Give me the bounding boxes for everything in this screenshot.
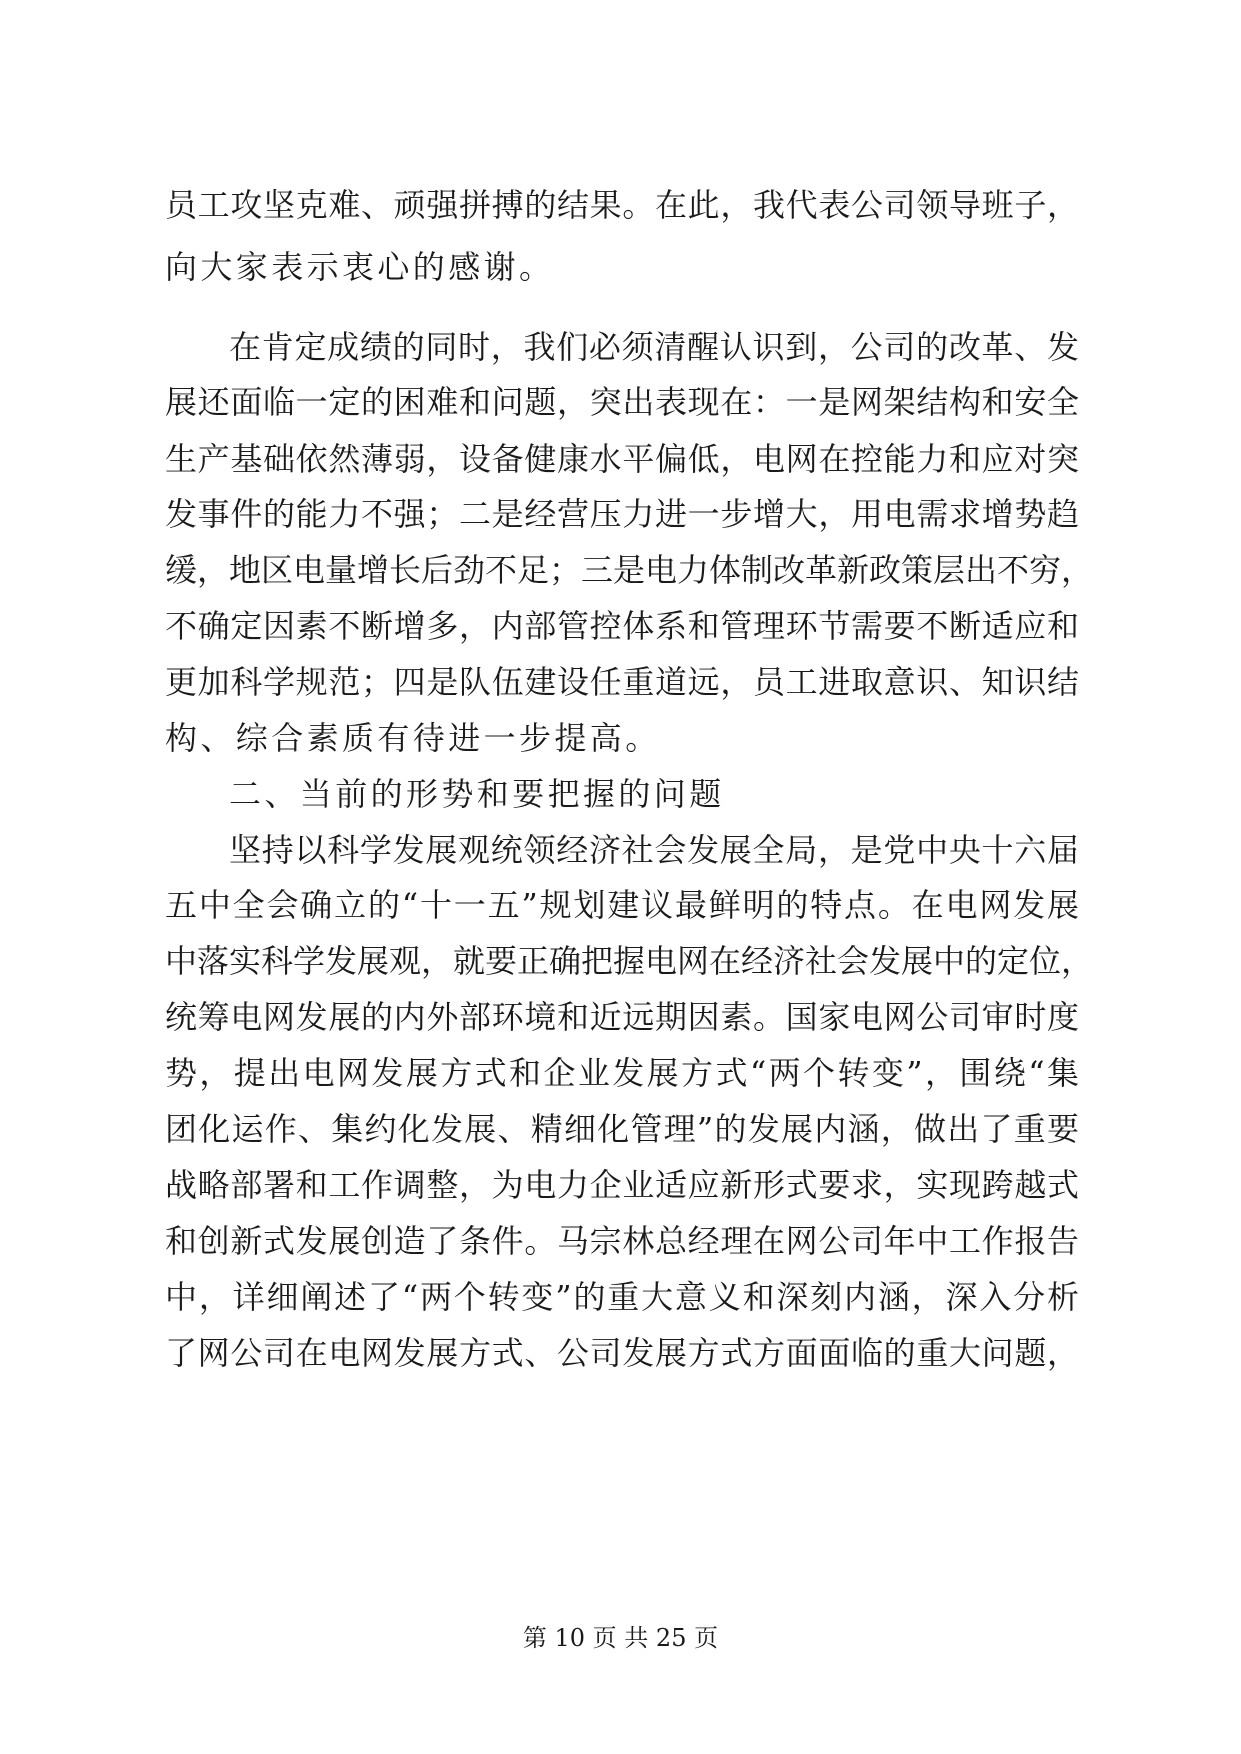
body-text-line: 生产基础依然薄弱，设备健康水平偏低，电网在控能力和应对突 bbox=[165, 440, 1079, 478]
body-text-line: 中落实科学发展观，就要正确把握电网在经济社会发展中的定位， bbox=[165, 942, 1094, 980]
body-text-line: 发事件的能力不强；二是经营压力进一步增大，用电需求增势趋 bbox=[165, 495, 1079, 533]
body-text-line: 缓，地区电量增长后劲不足；三是电力体制改革新政策层出不穷， bbox=[165, 551, 1094, 589]
body-text-line: 五中全会确立的“十一五”规划建议最鲜明的特点。在电网发展 bbox=[165, 886, 1079, 924]
body-text-line: 战略部署和工作调整，为电力企业适应新形式要求，实现跨越式 bbox=[165, 1166, 1079, 1204]
body-text-line: 在肯定成绩的同时，我们必须清醒认识到，公司的改革、发 bbox=[229, 328, 1079, 366]
section-heading: 二、当前的形势和要把握的问题 bbox=[229, 775, 725, 813]
body-text-line: 中，详细阐述了“两个转变”的重大意义和深刻内涵，深入分析 bbox=[165, 1278, 1079, 1316]
body-text-line: 坚持以科学发展观统领经济社会发展全局，是党中央十六届 bbox=[229, 831, 1079, 869]
body-text-line: 和创新式发展创造了条件。马宗林总经理在网公司年中工作报告 bbox=[165, 1222, 1079, 1260]
page-number-footer: 第 10 页 共 25 页 bbox=[522, 1624, 719, 1652]
body-text-line: 展还面临一定的困难和问题，突出表现在：一是网架结构和安全 bbox=[165, 383, 1079, 421]
body-text-line: 更加科学规范；四是队伍建设任重道远，员工进取意识、知识结 bbox=[165, 663, 1079, 701]
body-text-line: 势，提出电网发展方式和企业发展方式“两个转变”，围绕“集 bbox=[165, 1054, 1079, 1092]
body-text-line: 了网公司在电网发展方式、公司发展方式方面面临的重大问题， bbox=[165, 1334, 1079, 1372]
body-text-line: 团化运作、集约化发展、精细化管理”的发展内涵，做出了重要 bbox=[165, 1110, 1079, 1148]
body-text-line: 向大家表示衷心的感谢。 bbox=[165, 248, 555, 286]
body-text-line: 员工攻坚克难、顽强拼搏的结果。在此，我代表公司领导班子， bbox=[165, 186, 1079, 224]
body-text-line: 统筹电网发展的内外部环境和近远期因素。国家电网公司审时度 bbox=[165, 998, 1079, 1036]
body-text-line: 构、综合素质有待进一步提高。 bbox=[165, 719, 661, 757]
body-text-line: 不确定因素不断增多，内部管控体系和管理环节需要不断适应和 bbox=[165, 607, 1079, 645]
